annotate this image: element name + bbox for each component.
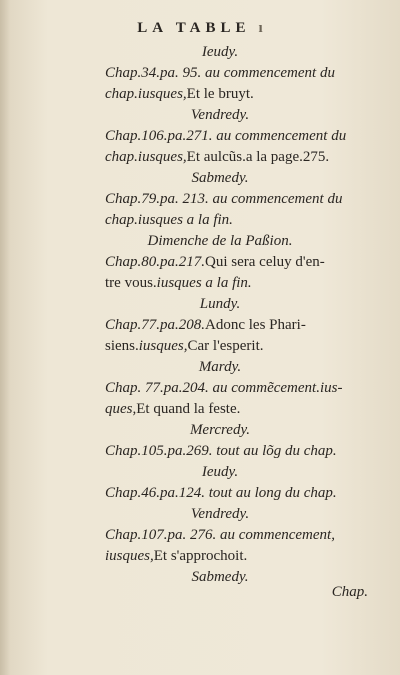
reading-entry (105, 147, 385, 168)
entry-segment: Chap.77.pa.208. (105, 317, 206, 333)
day-heading: Mardy. (198, 359, 242, 375)
day-heading: Dimenche de la Paßion. (147, 233, 293, 249)
reading-entry (105, 84, 385, 105)
entry-segment: Chap.80.pa.217. (105, 254, 206, 270)
reading-entry (105, 525, 385, 546)
reading-entry (105, 189, 385, 210)
day-heading: Mercredy. (189, 422, 251, 438)
entry-segment: Chap.79.pa. 213. au commencement du (105, 191, 343, 207)
reading-entry (105, 546, 385, 567)
entry-segment: Et aulcũs.a la page.275. (186, 149, 330, 165)
entry-segment: chap.iusques a la fin. (105, 212, 233, 228)
entry-segment: Chap.106.pa.271. au commencement du (105, 128, 347, 144)
reading-entry (105, 63, 385, 84)
entry-segment: ques, (105, 401, 137, 417)
entry-segment: iusques, (138, 338, 188, 354)
entry-segment: Chap.34.pa. 95. au commencement du (105, 65, 335, 81)
entry-segment: Chap.107.pa. 276. au commencement, (105, 527, 335, 543)
running-head (0, 20, 400, 37)
table-of-readings (105, 42, 385, 588)
day-heading: Sabmedy. (191, 569, 249, 585)
day-heading: Vendredy. (190, 107, 250, 123)
reading-entry (105, 252, 385, 273)
entry-segment: iusques, (105, 548, 154, 564)
day-heading: Vendredy. (190, 506, 250, 522)
page-gutter-shadow (0, 0, 10, 675)
entry-segment: Et le bruyt. (186, 86, 254, 102)
entry-segment: Car l'esperit. (187, 338, 264, 354)
running-head-mark: ı (258, 20, 263, 36)
reading-entry (105, 399, 385, 420)
entry-segment: tre vous. (105, 275, 157, 291)
reading-entry (105, 273, 385, 294)
entry-segment: siens. (105, 338, 139, 354)
entry-segment: Qui sera celuy d'en- (205, 254, 325, 270)
entry-segment: chap.iusques, (105, 86, 187, 102)
entry-segment: iusques a la fin. (156, 275, 252, 291)
catchword: Chap. (331, 584, 368, 600)
reading-entry (105, 441, 385, 462)
reading-entry (105, 210, 385, 231)
reading-entry (105, 315, 385, 336)
entry-segment: Et quand la feste. (136, 401, 241, 417)
entry-segment: Chap. 77.pa.204. au commẽcement.ius- (105, 380, 343, 396)
day-heading: Ieudy. (201, 464, 239, 480)
day-heading: Ieudy. (201, 44, 239, 60)
reading-entry (105, 483, 385, 504)
day-heading: Lundy. (199, 296, 241, 312)
entry-segment: Chap.105.pa.269. tout au lõg du chap. (105, 443, 337, 459)
entry-segment: Et s'approchoit. (153, 548, 248, 564)
entry-segment: chap.iusques, (105, 149, 187, 165)
running-head-title: LA TABLE (137, 20, 251, 36)
entry-segment: Chap.46.pa.124. tout au long du chap. (105, 485, 337, 501)
reading-entry (105, 336, 385, 357)
day-heading: Sabmedy. (191, 170, 249, 186)
reading-entry (105, 378, 385, 399)
entry-segment: Adonc les Phari- (205, 317, 306, 333)
reading-entry (105, 126, 385, 147)
